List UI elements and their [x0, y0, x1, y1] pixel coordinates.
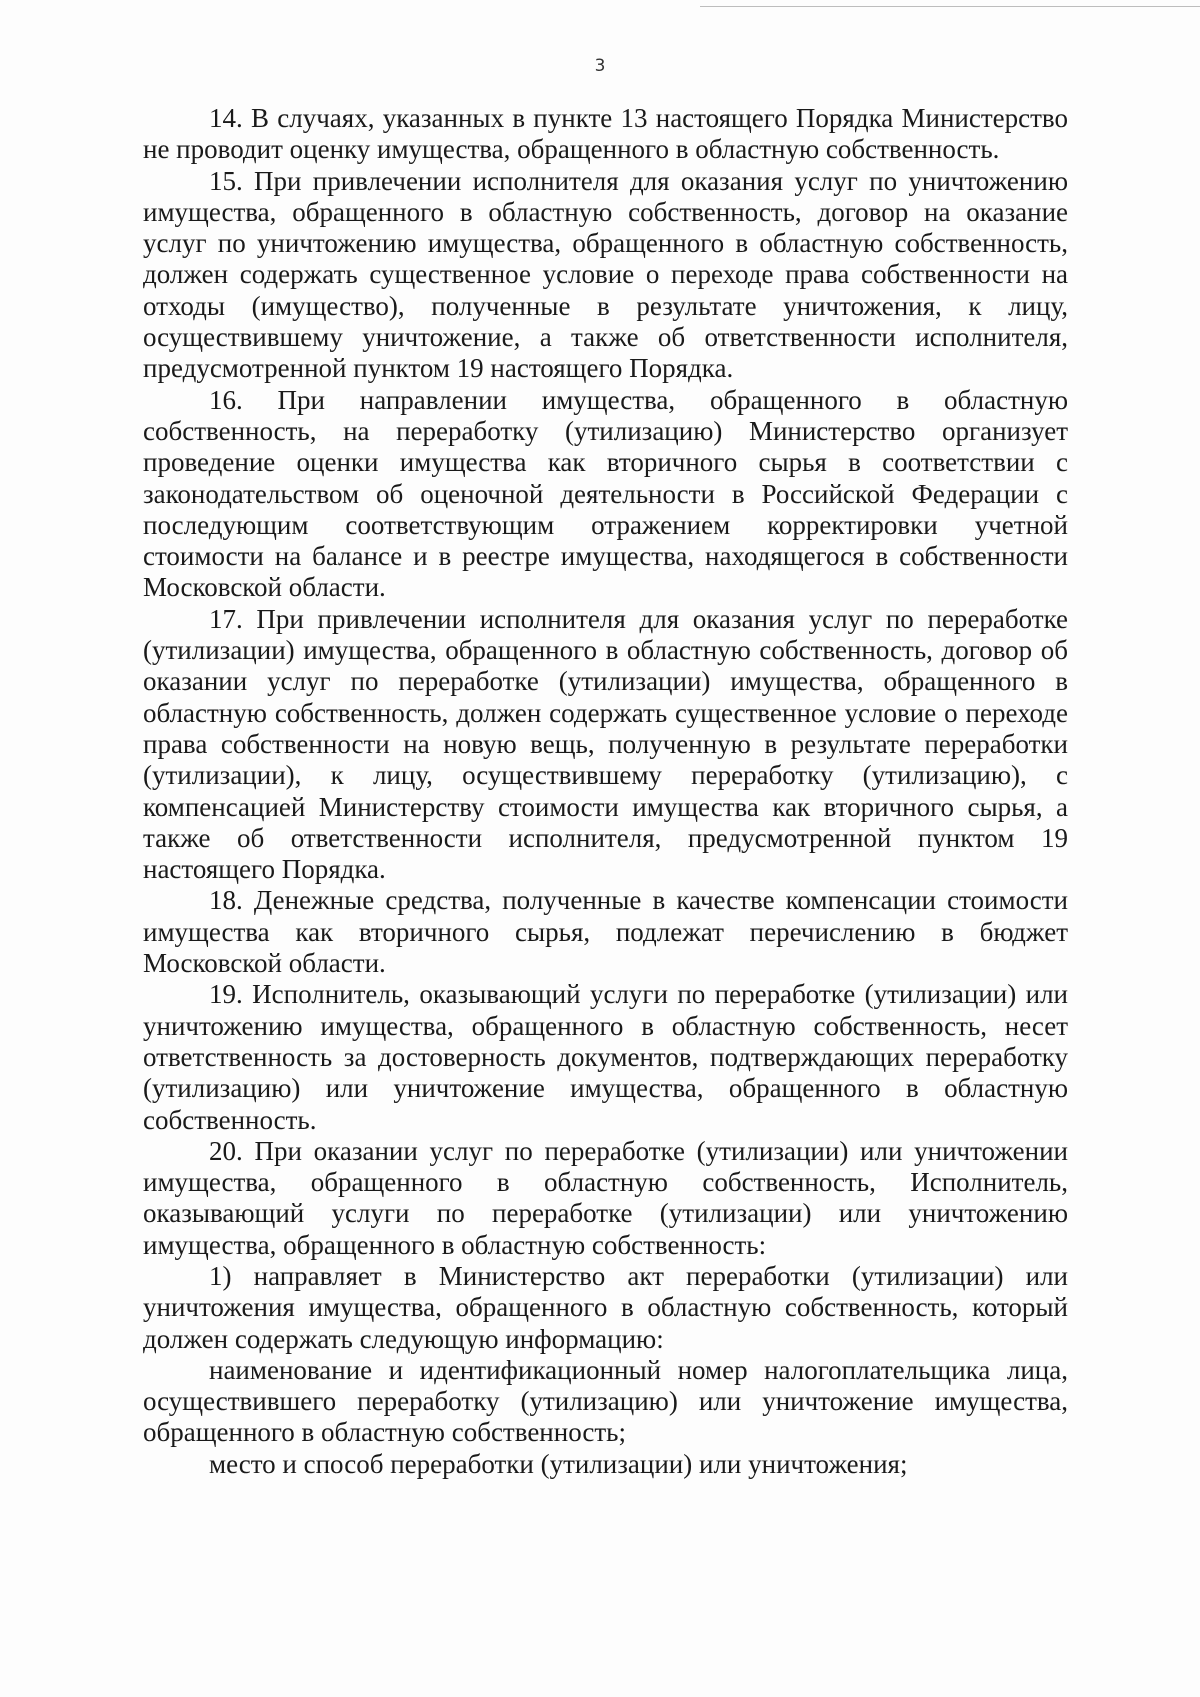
paragraph-20-item-1-detail-place: место и способ переработки (утилизации) или уничтожения;	[209, 1448, 908, 1479]
paragraph-17: 17. При привлечении исполнителя для оказания услуг по переработке (утилизации) имущества, обращенного в областную собственность, договор об оказании услуг по переработке (утилизации) имущества, обращенного в областную собственность, должен содержать существенное условие о переходе права собственности на новую вещь, полученную в результате переработки (утилизации), к лицу, осуществившему переработку (утилизацию), с компенсацией Министерству стоимости имущества как вторичного сырья, а также об ответственности исполнителя, предусмотренной пунктом 19 настоящего Порядка.	[143, 603, 1068, 885]
paragraph-16: 16. При направлении имущества, обращенного в областную собственность, на переработку (утилизацию) Министерство организует проведение оценки имущества как вторичного сырья в соответствии с законодательством об оценочной деятельности в Российской Федерации с последующим соответствующим отражением корректировки учетной стоимости на балансе и в реестре имущества, находящегося в собственности Московской области.	[143, 384, 1068, 603]
paragraph-19: 19. Исполнитель, оказывающий услуги по переработке (утилизации) или уничтожению имущества, обращенного в областную собственность, несет ответственность за достоверность документов, подтверждающих переработку (утилизацию) или уничтожение имущества, обращенного в областную собственность.	[143, 979, 1068, 1135]
paragraph-20-item-1: 1) направляет в Министерство акт переработки (утилизации) или уничтожения имущества, обращенного в областную собственность, который должен содержать следующую информацию:	[143, 1260, 1068, 1354]
paragraph-18: 18. Денежные средства, полученные в качестве компенсации стоимости имущества как вторичного сырья, подлежат перечислению в бюджет Московской области.	[143, 885, 1068, 979]
paragraph-15: 15. При привлечении исполнителя для оказания услуг по уничтожению имущества, обращенного в областную собственность, договор на оказание услуг по уничтожению имущества, обращенного в областную собственность, должен содержать существенное условие о переходе права собственности на отходы (имущество), полученные в результате уничтожения, к лицу, осуществившему уничтожение, а также об ответственности исполнителя, предусмотренной пунктом 19 настоящего Порядка.	[143, 165, 1068, 384]
paragraph-20: 20. При оказании услуг по переработке (утилизации) или уничтожении имущества, обращенного в областную собственность, Исполнитель, оказывающий услуги по переработке (утилизации) или уничтожению имущества, обращенного в областную собственность:	[143, 1135, 1068, 1260]
paragraph-20-item-1-detail-name: наименование и идентификационный номер налогоплательщика лица, осуществившего переработку (утилизацию) или уничтожение имущества, обращенного в областную собственность;	[143, 1354, 1068, 1448]
paragraph-14: 14. В случаях, указанных в пункте 13 настоящего Порядка Министерство не проводит оценку имущества, обращенного в областную собственность.	[143, 103, 1068, 165]
document-body	[143, 103, 1068, 1480]
scan-edge-line	[700, 6, 1200, 7]
page-number: 3	[594, 56, 606, 76]
